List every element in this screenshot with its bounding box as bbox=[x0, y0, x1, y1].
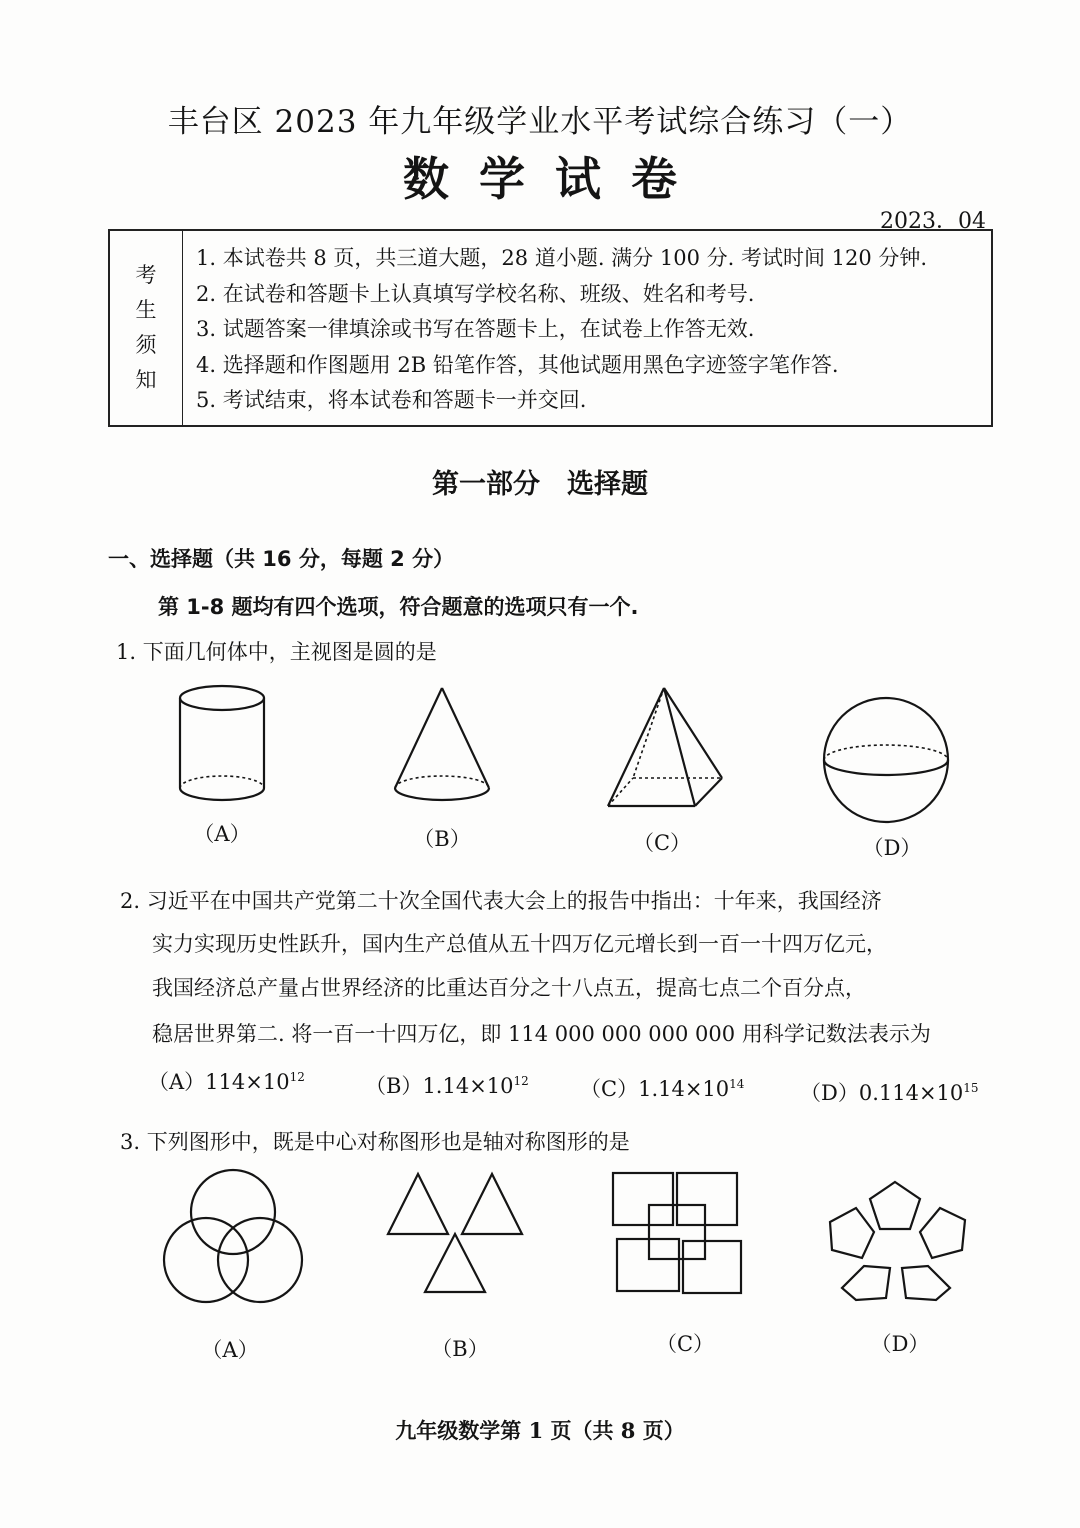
q2-option-a bbox=[148, 1066, 305, 1096]
exam-date: 2023．04 bbox=[880, 209, 986, 234]
notice-item: 2. 在试卷和答题卡上认真填写学校名称、班级、姓名和考号. bbox=[196, 281, 755, 306]
exam-title: 丰台区 2023 年九年级学业水平考试综合练习（一） bbox=[167, 104, 913, 140]
q2-option-d-exp: 15 bbox=[963, 1081, 979, 1095]
q2-option-c-exp: 14 bbox=[729, 1077, 745, 1091]
notice-label-char: 知 bbox=[135, 368, 157, 392]
q2-option-b-label: （B） bbox=[365, 1074, 423, 1098]
q1-option-a: （A） bbox=[193, 822, 251, 846]
section-note: 第 1-8 题均有四个选项，符合题意的选项只有一个. bbox=[158, 595, 639, 619]
q3-option-a: （A） bbox=[201, 1338, 259, 1362]
q2-option-d-base: 0.114×10 bbox=[858, 1081, 964, 1105]
q3-option-d: （D） bbox=[870, 1332, 930, 1356]
q2-option-a-exp: 12 bbox=[289, 1070, 305, 1084]
q2-option-c-label: （C） bbox=[580, 1077, 639, 1101]
q1-option-b: （B） bbox=[413, 827, 471, 851]
q2-line: 2. 习近平在中国共产党第二十次全国代表大会上的报告中指出：十年来，我国经济 bbox=[120, 889, 882, 913]
cone-icon bbox=[385, 680, 505, 810]
section-heading: 一、选择题（共 16 分，每题 2 分） bbox=[108, 547, 455, 571]
notice-label bbox=[110, 231, 183, 425]
notice-item: 5. 考试结束，将本试卷和答题卡一并交回. bbox=[196, 388, 587, 412]
sphere-icon bbox=[820, 696, 960, 826]
q2-line: 我国经济总产量占世界经济的比重达百分之十八点五，提高七点二个百分点， bbox=[152, 976, 866, 1000]
q1-stem: 1. 下面几何体中，主视图是圆的是 bbox=[116, 640, 437, 664]
q2-option-c-base: 1.14×10 bbox=[638, 1077, 730, 1101]
q3-stem: 3. 下列图形中，既是中心对称图形也是轴对称图形的是 bbox=[120, 1130, 630, 1154]
q2-option-a-label: （A） bbox=[148, 1070, 206, 1094]
q2-line: 实力实现历史性跃升，国内生产总值从五十四万亿元增长到一百一十四万亿元， bbox=[152, 932, 887, 956]
q2-option-c bbox=[580, 1073, 744, 1103]
q1-option-d: （D） bbox=[862, 836, 922, 860]
notice-item: 1. 本试卷共 8 页，共三道大题，28 道小题. 满分 100 分. 考试时间 120 分钟. bbox=[196, 246, 928, 270]
three-circles-icon bbox=[150, 1160, 320, 1310]
q1-option-c: （C） bbox=[632, 831, 692, 855]
notice-label-char: 考 bbox=[135, 263, 157, 287]
pentagon-ring-icon bbox=[820, 1170, 980, 1310]
pyramid-icon bbox=[600, 682, 730, 812]
notice-item: 4. 选择题和作图题用 2B 铅笔作答，其他试题用黑色字迹签字笔作答. bbox=[196, 352, 839, 377]
q2-option-d bbox=[800, 1077, 979, 1107]
page-footer: 九年级数学第 1 页（共 8 页） bbox=[395, 1418, 685, 1443]
notice-box bbox=[108, 229, 993, 427]
q2-line: 稳居世界第二. 将一百一十四万亿，即 114 000 000 000 000 用科学记数法表示为 bbox=[152, 1022, 931, 1046]
q3-option-c: （C） bbox=[655, 1332, 715, 1356]
notice-label-char: 生 bbox=[135, 298, 157, 322]
q2-option-d-label: （D） bbox=[800, 1081, 859, 1105]
part-title: 第一部分 选择题 bbox=[432, 469, 648, 500]
q3-option-b: （B） bbox=[431, 1337, 489, 1361]
q2-option-b-exp: 12 bbox=[513, 1074, 529, 1088]
q2-option-b bbox=[365, 1070, 529, 1100]
notice-label-char: 须 bbox=[135, 333, 157, 357]
interlocking-squares-icon bbox=[605, 1165, 755, 1305]
subject-title: 数学试卷 bbox=[403, 152, 707, 206]
three-triangles-icon bbox=[380, 1162, 540, 1312]
notice-items bbox=[196, 241, 983, 419]
notice-item: 3. 试题答案一律填涂或书写在答题卡上，在试卷上作答无效. bbox=[196, 317, 755, 341]
q2-option-a-base: 114×10 bbox=[205, 1070, 290, 1094]
cylinder-icon bbox=[170, 680, 280, 810]
q2-option-b-base: 1.14×10 bbox=[422, 1074, 514, 1098]
